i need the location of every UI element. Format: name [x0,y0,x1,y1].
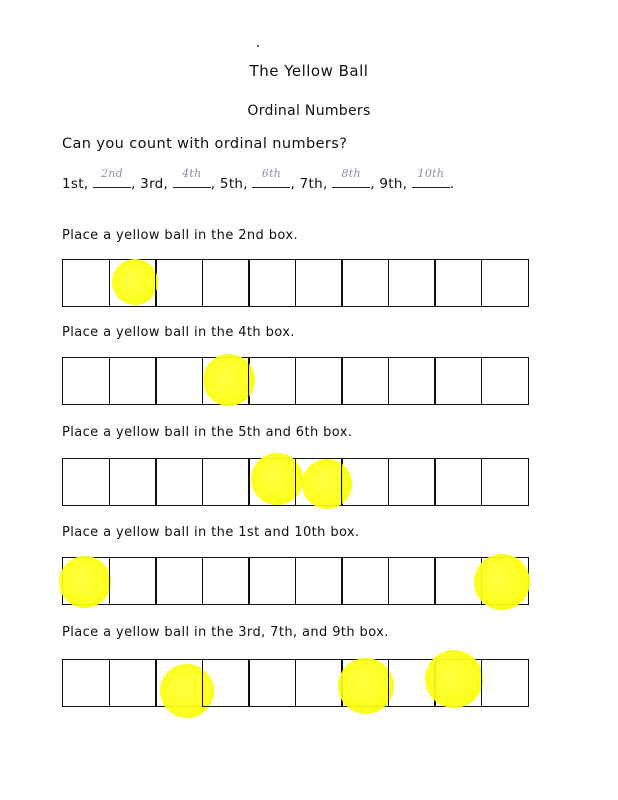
handwritten-answer: 4th [182,167,202,180]
answer-box[interactable] [62,259,110,307]
answer-box[interactable] [388,458,436,506]
answer-box[interactable] [341,458,389,506]
answer-box[interactable] [341,259,389,307]
answer-box[interactable] [295,458,343,506]
yellow-ball [112,259,158,305]
box-row [62,659,529,707]
page-title: The Yellow Ball [249,62,369,80]
yellow-ball [59,556,111,608]
answer-box[interactable] [341,659,389,707]
answer-box[interactable] [388,557,436,605]
answer-box[interactable] [62,458,110,506]
answer-box[interactable] [155,557,203,605]
answer-blank[interactable] [412,167,450,188]
answer-blank[interactable] [93,167,131,188]
answer-box[interactable] [295,557,343,605]
answer-box[interactable] [109,557,157,605]
answer-box[interactable] [155,458,203,506]
answer-blank[interactable] [252,167,290,188]
answer-box[interactable] [202,357,250,405]
exercise-instruction: Place a yellow ball in the 1st and 10th box. [62,525,360,540]
question-text: Can you count with ordinal numbers? [62,136,348,152]
answer-box[interactable] [295,357,343,405]
answer-box[interactable] [202,458,250,506]
yellow-ball [203,354,255,406]
answer-box[interactable] [295,259,343,307]
answer-box[interactable] [295,659,343,707]
sequence-text: 1st, [62,176,93,192]
answer-box[interactable] [202,259,250,307]
answer-box[interactable] [62,557,110,605]
answer-box[interactable] [248,458,296,506]
yellow-ball [425,650,483,708]
box-row [62,357,529,405]
answer-box[interactable] [248,357,296,405]
sequence-text: , 3rd, [131,176,173,192]
answer-box[interactable] [109,659,157,707]
answer-box[interactable] [248,659,296,707]
answer-box[interactable] [481,357,529,405]
handwritten-answer: 8th [341,167,361,180]
stray-dot [257,45,259,47]
answer-box[interactable] [388,259,436,307]
answer-box[interactable] [109,357,157,405]
exercise-instruction: Place a yellow ball in the 5th and 6th box. [62,425,353,440]
answer-box[interactable] [388,357,436,405]
answer-box[interactable] [481,557,529,605]
answer-box[interactable] [248,259,296,307]
sequence-text: . [449,176,455,192]
sequence-text: , 7th, [290,176,333,192]
yellow-ball [474,554,530,610]
answer-box[interactable] [434,659,482,707]
handwritten-answer: 10th [417,167,445,180]
answer-box[interactable] [341,357,389,405]
exercise-instruction: Place a yellow ball in the 2nd box. [62,228,298,243]
answer-blank[interactable] [173,167,211,188]
exercise-instruction: Place a yellow ball in the 4th box. [62,325,295,340]
yellow-ball [338,658,394,714]
answer-box[interactable] [155,259,203,307]
answer-box[interactable] [434,259,482,307]
page-subtitle: Ordinal Numbers [247,103,371,119]
answer-box[interactable] [434,458,482,506]
answer-box[interactable] [481,259,529,307]
box-row [62,557,529,605]
ordinal-sequence [62,167,455,192]
answer-blank[interactable] [332,167,370,188]
box-row [62,458,529,506]
answer-box[interactable] [248,557,296,605]
answer-box[interactable] [62,357,110,405]
answer-box[interactable] [155,659,203,707]
answer-box[interactable] [155,357,203,405]
sequence-text: , 5th, [210,176,253,192]
handwritten-answer: 2nd [100,167,124,180]
answer-box[interactable] [202,659,250,707]
answer-box[interactable] [434,357,482,405]
sequence-text: , 9th, [370,176,412,192]
handwritten-answer: 6th [261,167,282,180]
exercise-instruction: Place a yellow ball in the 3rd, 7th, and 9th box. [62,625,389,640]
answer-box[interactable] [202,557,250,605]
answer-box[interactable] [481,458,529,506]
answer-box[interactable] [62,659,110,707]
answer-box[interactable] [481,659,529,707]
box-row [62,259,529,307]
answer-box[interactable] [341,557,389,605]
answer-box[interactable] [109,458,157,506]
answer-box[interactable] [109,259,157,307]
